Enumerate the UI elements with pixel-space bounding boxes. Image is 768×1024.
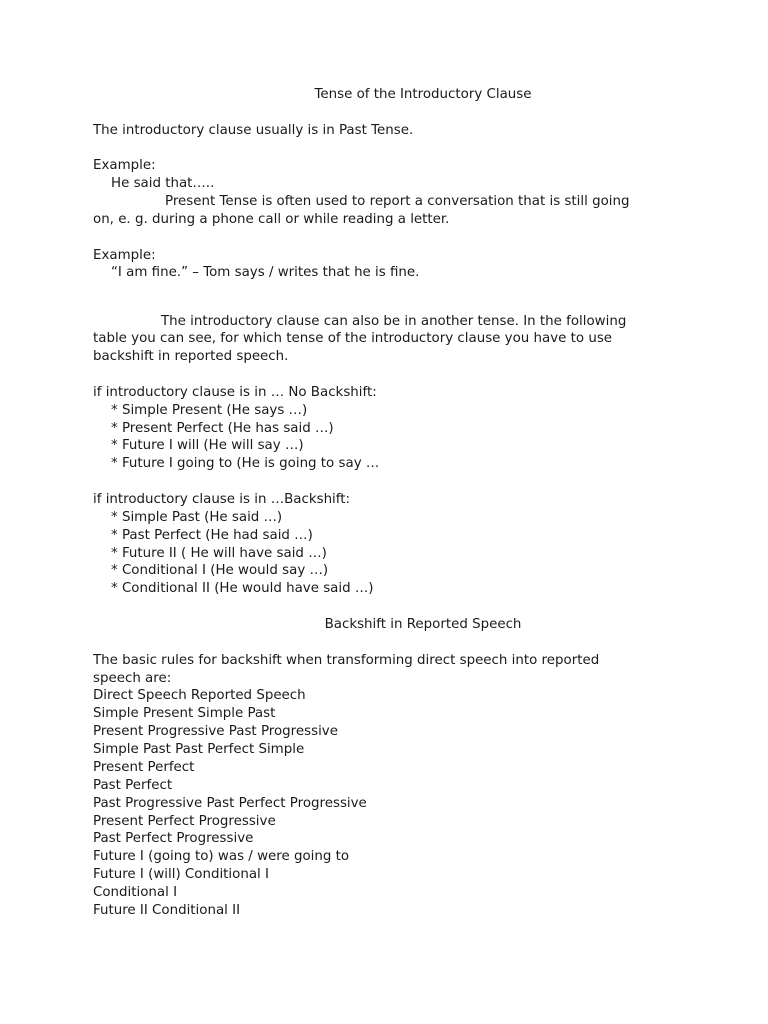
rule-row: Conditional I: [93, 885, 178, 900]
paragraph-line: on, e. g. during a phone call or while reading a letter.: [93, 212, 450, 227]
rule-row: Future I (will) Conditional I: [93, 867, 269, 882]
list-item: * Future I going to (He is going to say …: [111, 456, 380, 471]
list-item: * Simple Present (He says …): [111, 403, 308, 418]
list-item: * Future II ( He will have said …): [111, 546, 327, 561]
paragraph-line: speech are:: [93, 671, 172, 686]
list-item: * Future I will (He will say …): [111, 438, 304, 453]
section-heading-tense: Tense of the Introductory Clause: [314, 87, 532, 102]
list-item: * Past Perfect (He had said …): [111, 528, 313, 543]
rule-row: Simple Past Past Perfect Simple: [93, 742, 305, 757]
rule-row: Present Perfect: [93, 760, 195, 775]
list-item: * Present Perfect (He has said …): [111, 421, 334, 436]
list-item: * Conditional I (He would say …): [111, 563, 329, 578]
example-label: Example:: [93, 158, 156, 173]
list-heading-backshift: if introductory clause is in …Backshift:: [93, 492, 351, 507]
rule-row: Past Progressive Past Perfect Progressive: [93, 796, 367, 811]
list-item: * Simple Past (He said …): [111, 510, 283, 525]
rule-row: Direct Speech Reported Speech: [93, 688, 306, 703]
list-item: * Conditional II (He would have said …): [111, 581, 374, 596]
paragraph-line: backshift in reported speech.: [93, 349, 289, 364]
paragraph-line: The introductory clause can also be in another tense. In the following: [161, 314, 627, 329]
rule-row: Present Progressive Past Progressive: [93, 724, 338, 739]
rule-row: Simple Present Simple Past: [93, 706, 276, 721]
rule-row: Present Perfect Progressive: [93, 814, 276, 829]
rule-row: Past Perfect: [93, 778, 173, 793]
intro-sentence: The introductory clause usually is in Past Tense.: [93, 123, 414, 138]
rule-row: Future I (going to) was / were going to: [93, 849, 350, 864]
rule-row: Future II Conditional II: [93, 903, 241, 918]
example-label: Example:: [93, 248, 156, 263]
rule-row: Past Perfect Progressive: [93, 831, 254, 846]
section-heading-backshift: Backshift in Reported Speech: [324, 617, 522, 632]
paragraph-line: table you can see, for which tense of the introductory clause you have to use: [93, 331, 613, 346]
paragraph-line: Present Tense is often used to report a conversation that is still going: [165, 194, 630, 209]
example-text: He said that…..: [111, 176, 215, 191]
list-heading-no-backshift: if introductory clause is in … No Backshift:: [93, 385, 377, 400]
example-text: “I am fine.” – Tom says / writes that he is fine.: [111, 265, 420, 280]
paragraph-line: The basic rules for backshift when transforming direct speech into reported: [93, 653, 600, 668]
